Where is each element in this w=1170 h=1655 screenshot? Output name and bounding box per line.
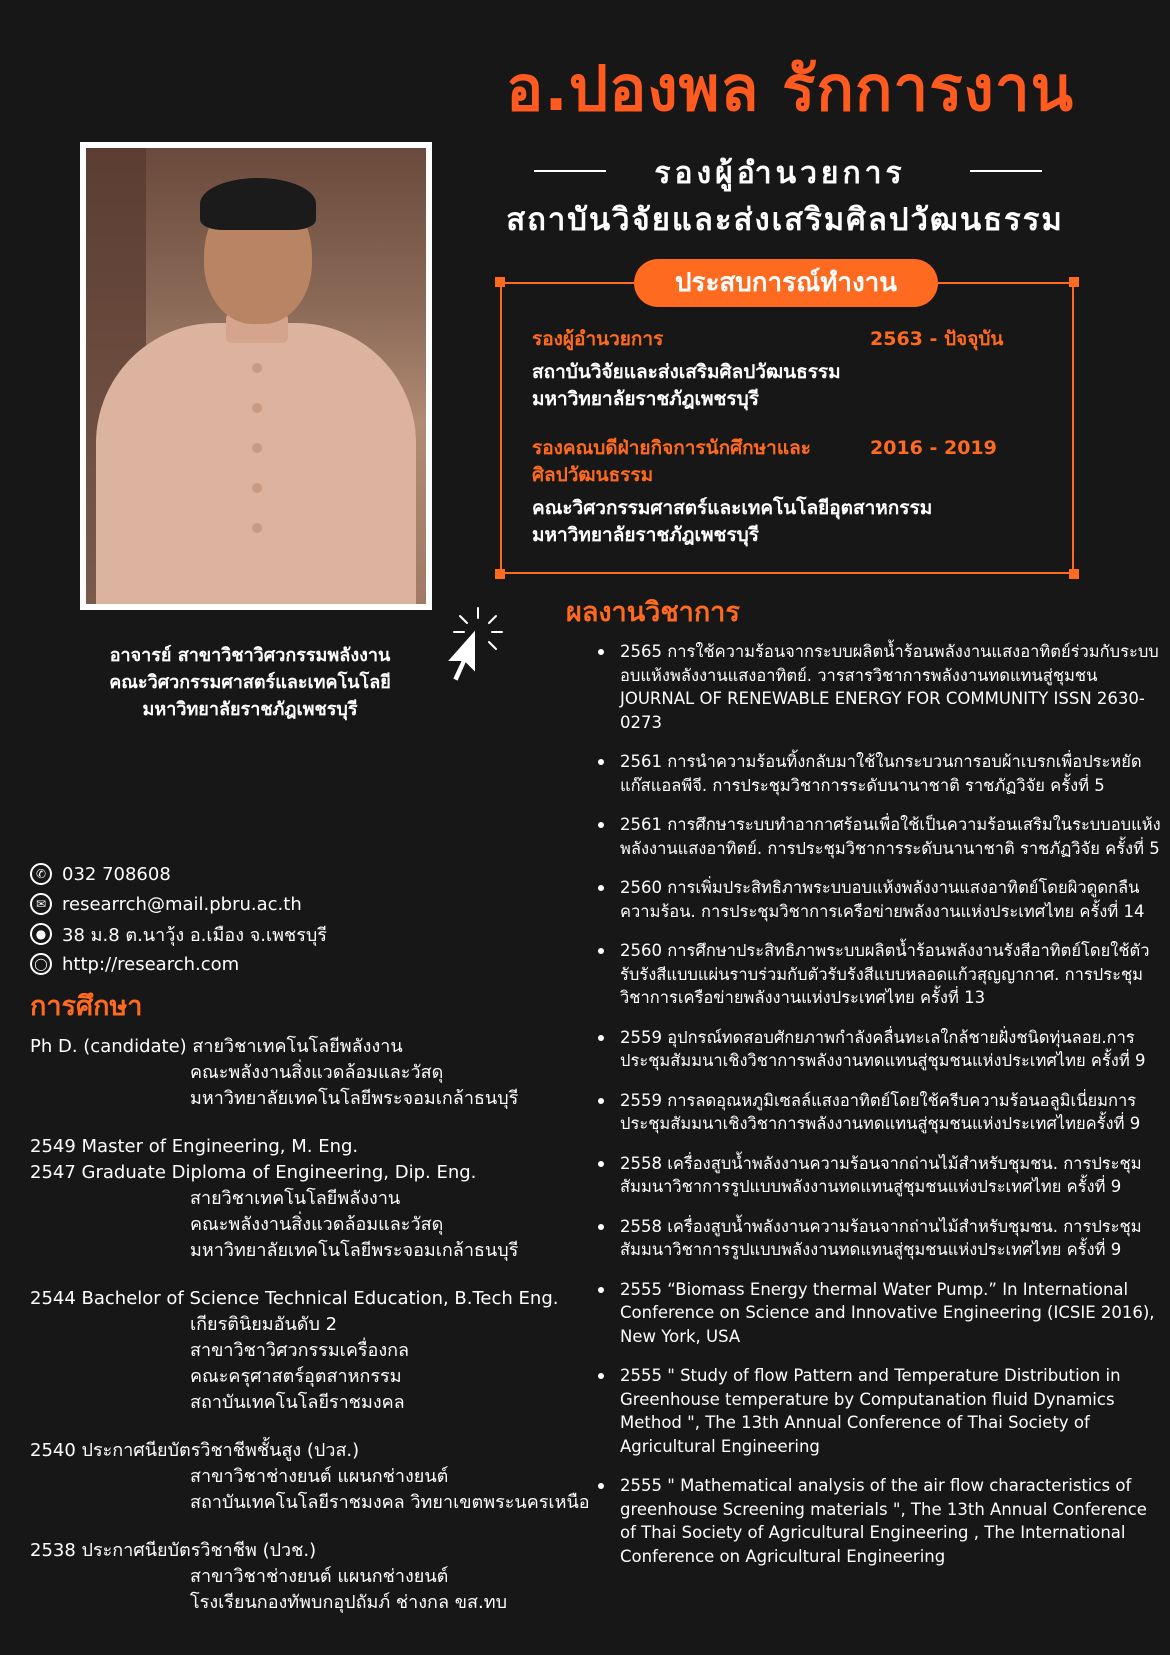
cursor-click-icon (440, 604, 508, 688)
education-line: มหาวิทยาลัยเทคโนโลยีพระจอมเกล้าธนบุรี (190, 1240, 519, 1261)
photo-caption (60, 642, 440, 723)
education-list (30, 1034, 590, 1616)
education-line: 2547 Graduate Diploma of Engineering, Dip. Eng. (30, 1162, 477, 1183)
education-line: สถาบันเทคโนโลยีราชมงคล วิทยาเขตพระนครเหนือ (190, 1492, 590, 1513)
experience-org (532, 359, 1072, 413)
education-line: สาขาวิชาช่างยนต์ แผนกช่างยนต์ (190, 1466, 449, 1487)
education-line: โรงเรียนกองทัพบกอุปถัมภ์ ช่างกล ขส.ทบ (190, 1592, 508, 1613)
education-line: สถาบันเทคโนโลยีราชมงคล (190, 1392, 405, 1413)
publication-item: 2555 " Study of flow Pattern and Temperature Distribution in Greenhouse temperature by Computanation fluid Dynamics Method ", The 13th Annual Conference of Thai Society of Agricultural Engineering (596, 1364, 1168, 1458)
education-line: คณะครุศาสตร์อุตสาหกรรม (190, 1366, 402, 1387)
person-name: อ.ปองพล รักการงาน (505, 52, 1075, 125)
experience-item (532, 326, 862, 353)
experience-title: รองคณบดีฝ่ายกิจการนักศึกษาและ (532, 437, 811, 459)
organization-title: สถาบันวิจัยและส่งเสริมศิลปวัฒนธรรม (506, 202, 1064, 238)
corner-marker (1069, 277, 1079, 287)
title-divider-left (534, 170, 606, 172)
experience-org-line: มหาวิทยาลัยราชภัฎเพชรบุรี (532, 524, 759, 546)
education-line: มหาวิทยาลัยเทคโนโลยีพระจอมเกล้าธนบุรี (190, 1088, 519, 1109)
education-heading: การศึกษา (30, 991, 143, 1022)
experience-heading: ประสบการณ์ทำงาน (634, 259, 938, 307)
publication-item: 2560 การศึกษาประสิทธิภาพระบบผลิตน้ำร้อนพลังงานรังสีอาทิตย์โดยใช้ตัวรับรังสีแบบแผ่นราบร่วมกับตัวรับรังสีแบบหลอดแก้วสุญญากาศ. การประชุมวิชาการเครือข่ายพลังงานแห่งประเทศไทย ครั้งที่ 13 (596, 939, 1168, 1010)
education-line: สาขาวิชาวิศวกรรมเครื่องกล (190, 1340, 410, 1361)
education-line: 2538 ประกาศนียบัตรวิชาชีพ (ปวช.) (30, 1540, 317, 1561)
globe-icon: ◯ (30, 953, 52, 975)
education-line: คณะพลังงานสิ่งแวดล้อมและวัสดุ (190, 1214, 444, 1235)
contact-phone (30, 860, 171, 888)
publications-list (596, 640, 1168, 1584)
profile-photo (80, 142, 432, 610)
phone-icon: ✆ (30, 863, 52, 885)
website-link[interactable]: http://research.com (62, 953, 240, 975)
publication-item: 2561 การศึกษาระบบทำอากาศร้อนเพื่อใช้เป็นความร้อนเสริมในระบบอบแห้งพลังงานแสงอาทิตย์. การประชุมวิชาการระดับนานาชาติ ราชภัฏวิจัย ครั้งที่ 5 (596, 813, 1168, 860)
contact-email[interactable] (30, 890, 302, 918)
title-divider-right (970, 170, 1042, 172)
caption-line: มหาวิทยาลัยราชภัฎเพชรบุรี (142, 699, 358, 720)
publication-item: 2565 การใช้ความร้อนจากระบบผลิตน้ำร้อนพลังงานแสงอาทิตย์ร่วมกับระบบอบแห้งพลังงานแสงอาทิตย์. วารสารวิชาการพลังงานทดแทนสู่ชุมชน JOURNAL OF RENEWABLE ENERGY FOR COMMUNITY ISSN 2630-0273 (596, 640, 1168, 734)
experience-years: 2563 - ปัจจุบัน (870, 328, 1004, 350)
mail-icon: ✉ (30, 893, 52, 915)
publication-item: 2555 " Mathematical analysis of the air flow characteristics of greenhouse Screening materials ", The 13th Annual Conference of Thai Society of Agricultural Engineering , The International Conference on Agricultural Engineering (596, 1474, 1168, 1568)
experience-org (532, 495, 1072, 549)
experience-org-line: มหาวิทยาลัยราชภัฎเพชรบุรี (532, 388, 759, 410)
publication-item: 2558 เครื่องสูบน้ำพลังงานความร้อนจากถ่านไม้สำหรับชุมชน. การประชุมสัมมนาวิชาการรูปแบบพลังงานทดแทนสู่ชุมชนแห่งประเทศไทย ครั้งที่ 9 (596, 1215, 1168, 1262)
caption-line: อาจารย์ สาขาวิชาวิศวกรรมพลังงาน (109, 645, 391, 666)
education-line: 2544 Bachelor of Science Technical Education, B.Tech Eng. (30, 1288, 559, 1309)
experience-title: ศิลปวัฒนธรรม (532, 464, 654, 486)
experience-item (532, 435, 862, 489)
education-line: เกียรตินิยมอันดับ 2 (190, 1314, 338, 1335)
publication-item: 2561 การนำความร้อนทิ้งกลับมาใช้ในกระบวนการอบผ้าเบรกเพื่อประหยัดแก๊สแอลพีจี. การประชุมวิชาการระดับนานาชาติ ราชภัฏวิจัย ครั้งที่ 5 (596, 750, 1168, 797)
address-text: 38 ม.8 ต.นาวุ้ง อ.เมือง จ.เพชรบุรี (62, 924, 327, 946)
publication-item: 2559 การลดอุณหภูมิเซลล์แสงอาทิตย์โดยใช้ครีบความร้อนอลูมิเนี่ยมการประชุมสัมมนาเชิงวิชาการพลังงานทดแทนสู่ชุมชนแห่งประเทศไทยครั้งที่ 9 (596, 1089, 1168, 1136)
experience-title: รองผู้อำนวยการ (532, 328, 664, 350)
publications-heading: ผลงานวิชาการ (566, 597, 740, 628)
publication-item: 2558 เครื่องสูบน้ำพลังงานความร้อนจากถ่านไม้สำหรับชุมชน. การประชุมสัมมนาวิชาการรูปแบบพลังงานทดแทนสู่ชุมชนแห่งประเทศไทย ครั้งที่ 9 (596, 1152, 1168, 1199)
publication-item: 2560 การเพิ่มประสิทธิภาพระบบอบแห้งพลังงานแสงอาทิตย์โดยผิวดูดกลืนความร้อน. การประชุมวิชาการเครือข่ายพลังงานแห่งประเทศไทย ครั้งที่ 14 (596, 876, 1168, 923)
education-line: 2549 Master of Engineering, M. Eng. (30, 1136, 359, 1157)
education-line: สาขาวิชาช่างยนต์ แผนกช่างยนต์ (190, 1566, 449, 1587)
education-line: 2540 ประกาศนียบัตรวิชาชีพชั้นสูง (ปวส.) (30, 1440, 360, 1461)
experience-org-line: คณะวิศวกรรมศาสตร์และเทคโนโลยีอุตสาหกรรม (532, 497, 933, 519)
email-link[interactable]: researrch@mail.pbru.ac.th (62, 893, 302, 915)
publication-item: 2559 อุปกรณ์ทดสอบศักยภาพกำลังคลื่นทะเลใกล้ชายฝั่งชนิดทุ่นลอย.การประชุมสัมมนาเชิงวิชาการพลังงานทดแทนสู่ชุมชนแห่งประเทศไทย ครั้งที่ 9 (596, 1026, 1168, 1073)
education-line: Ph D. (candidate) สายวิชาเทคโนโลยีพลังงาน (30, 1036, 403, 1057)
position-title: รองผู้อำนวยการ (654, 156, 906, 191)
contact-address (30, 920, 327, 948)
education-line: สายวิชาเทคโนโลยีพลังงาน (190, 1188, 401, 1209)
experience-org-line: สถาบันวิจัยและส่งเสริมศิลปวัฒนธรรม (532, 361, 841, 383)
caption-line: คณะวิศวกรรมศาสตร์และเทคโนโลยี (109, 672, 391, 693)
experience-years: 2016 - 2019 (870, 437, 997, 459)
location-icon: ● (30, 923, 52, 945)
phone-text: 032 708608 (62, 863, 171, 885)
corner-marker (495, 277, 505, 287)
corner-marker (495, 569, 505, 579)
publication-item: 2555 “Biomass Energy thermal Water Pump.” In International Conference on Science and Innovative Engineering (ICSIE 2016), New York, USA (596, 1278, 1168, 1349)
contact-website[interactable] (30, 950, 239, 978)
corner-marker (1069, 569, 1079, 579)
education-line: คณะพลังงานสิ่งแวดล้อมและวัสดุ (190, 1062, 444, 1083)
